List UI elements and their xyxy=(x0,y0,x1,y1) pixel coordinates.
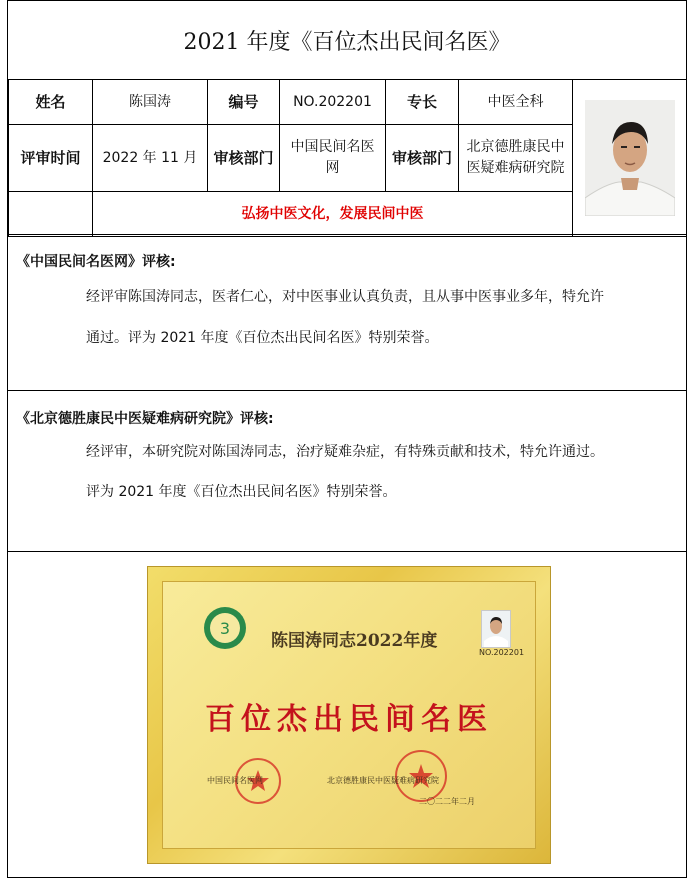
review-section-2 xyxy=(8,390,686,552)
review1-heading: 《中国民间名医网》评核: xyxy=(16,254,176,270)
review-time-label: 评审时间 xyxy=(9,125,93,192)
document-sheet xyxy=(7,0,687,878)
info-table xyxy=(8,79,687,237)
dept2-label: 审核部门 xyxy=(386,125,459,192)
blank-cell xyxy=(9,192,93,237)
svg-text:3: 3 xyxy=(219,619,231,638)
review-time-value: 2022 年 11 月 xyxy=(93,125,208,192)
dept1-label: 审核部门 xyxy=(208,125,280,192)
certificate-issuer-2: 北京德胜康民中医疑难病研究院 xyxy=(327,776,439,785)
certificate-date: 二〇二二年二月 xyxy=(419,797,475,806)
certificate-inner xyxy=(162,581,536,849)
certificate-image xyxy=(148,567,550,863)
review2-line2: 评为 2021 年度《百位杰出民间名医》特别荣誉。 xyxy=(86,484,397,500)
certificate-portrait-icon xyxy=(482,611,510,647)
motto: 弘扬中医文化，发展民间中医 xyxy=(93,192,573,237)
emblem-icon xyxy=(203,606,247,650)
portrait-icon xyxy=(585,100,675,216)
certificate-section xyxy=(8,551,686,878)
review-section-1 xyxy=(8,234,686,391)
certificate-title: 百位杰出民间名医 xyxy=(205,702,493,737)
review2-line1: 经评审，本研究院对陈国涛同志，治疗疑难杂症，有特殊贡献和技术，特允许通过。 xyxy=(86,444,604,460)
dept1-value: 中国民间名医网 xyxy=(280,125,386,192)
portrait-photo xyxy=(585,100,675,216)
certificate-photo xyxy=(481,610,511,648)
specialty-value: 中医全科 xyxy=(459,80,573,125)
review1-line2: 通过。评为 2021 年度《百位杰出民间名医》特别荣誉。 xyxy=(86,330,439,346)
review2-heading: 《北京德胜康民中医疑难病研究院》评核: xyxy=(16,411,274,427)
certificate-number: NO.202201 xyxy=(479,648,525,657)
dept2-value: 北京德胜康民中医疑难病研究院 xyxy=(459,125,573,192)
name-label: 姓名 xyxy=(9,80,93,125)
photo-cell xyxy=(573,80,687,237)
certificate-subtitle: 陈国涛同志2022年度 xyxy=(271,631,438,651)
page-title: 2021 年度《百位杰出民间名医》 xyxy=(8,1,686,80)
review1-line1: 经评审陈国涛同志，医者仁心，对中医事业认真负责，且从事中医事业多年，特允许 xyxy=(86,289,604,305)
name-value: 陈国涛 xyxy=(93,80,208,125)
number-label: 编号 xyxy=(208,80,280,125)
number-value: NO.202201 xyxy=(280,80,386,125)
specialty-label: 专长 xyxy=(386,80,459,125)
certificate-issuer-1: 中国民间名医网 xyxy=(207,776,263,785)
